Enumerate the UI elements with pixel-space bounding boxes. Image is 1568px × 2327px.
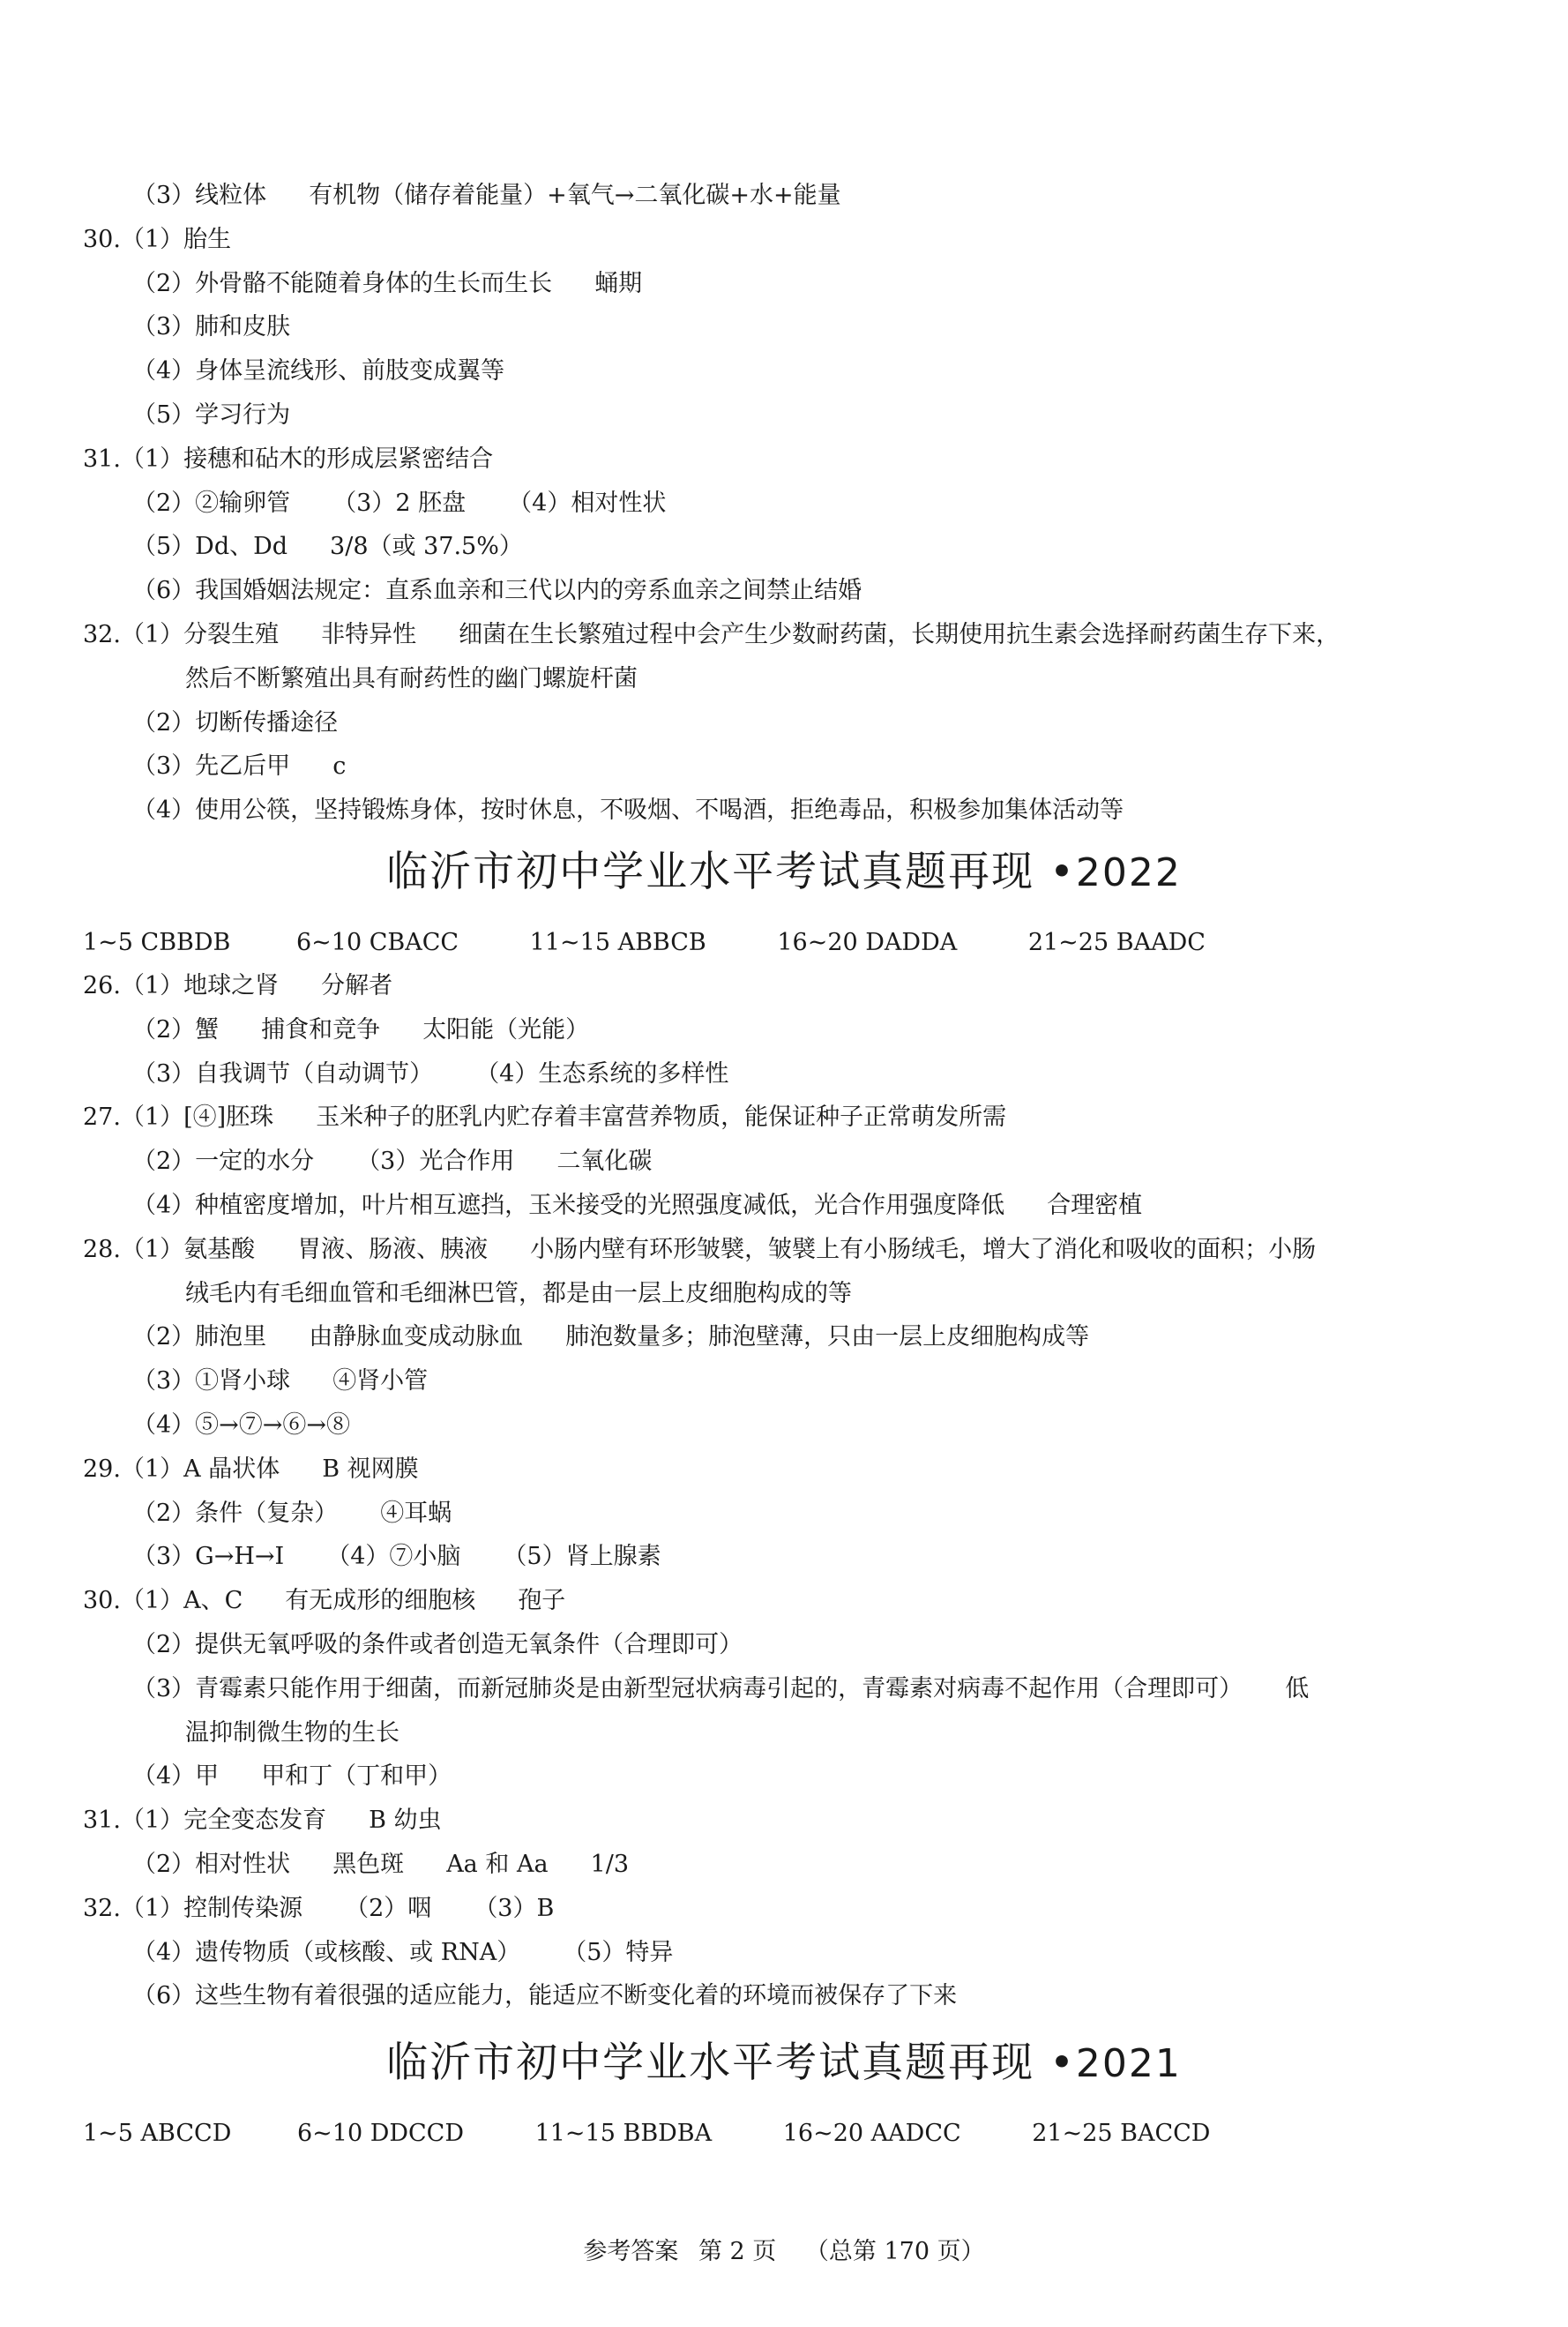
answer-part: 分解者 <box>321 972 393 999</box>
answer-line <box>132 269 643 297</box>
answer-line <box>132 1325 1089 1349</box>
answer-text: （2）条件（复杂） <box>132 1499 339 1527</box>
answer-part: 低 <box>1285 1674 1310 1702</box>
answer-text: 29.（1）A 晶状体 <box>83 1455 280 1483</box>
footer-page-number: 第 2 页 <box>698 2238 777 2265</box>
title-bullet: • <box>1049 2039 1076 2087</box>
answer-text: （4）⑤→⑦→⑥→⑧ <box>132 1411 351 1439</box>
answer-text: （5）Dd、Dd <box>132 533 288 561</box>
title-bullet: • <box>1049 848 1076 896</box>
answer-line <box>132 1984 957 2008</box>
answer-line <box>83 1457 419 1481</box>
mc-group: 1~5 ABCCD <box>83 2120 232 2147</box>
answer-part: 有机物（储存着能量）+氧气→二氧化碳+水+能量 <box>309 182 841 209</box>
answer-part: 非特异性 <box>321 621 417 648</box>
answer-text: （2）外骨骼不能随着身体的生长而生长 <box>132 269 553 297</box>
answer-text: （3）①肾小球 <box>132 1367 291 1395</box>
answer-text: 32.（1）控制传染源 <box>83 1894 303 1922</box>
answer-line <box>132 1501 452 1525</box>
answer-part: B 幼虫 <box>369 1807 442 1835</box>
answer-text: 31.（1）接穗和砧木的形成层紧密结合 <box>83 445 494 473</box>
answer-part: （3）B <box>474 1894 555 1922</box>
mc-answers-2021 <box>83 2121 1210 2145</box>
answer-line <box>132 403 290 427</box>
mc-group: 11~15 ABBCB <box>529 929 706 956</box>
answer-part: c <box>332 752 347 781</box>
answer-line <box>132 797 1124 825</box>
answer-text: （3）肺和皮肤 <box>132 313 291 341</box>
answer-part: 合理密植 <box>1047 1192 1143 1219</box>
answer-part: 小肠内壁有环形皱襞，皱襞上有小肠绒毛，增大了消化和吸收的面积；小肠 <box>530 1235 1317 1263</box>
answer-text: 32.（1）分裂生殖 <box>83 621 280 648</box>
answer-line <box>83 623 1340 647</box>
answer-part: ④肾小管 <box>332 1367 429 1395</box>
answer-line <box>185 1279 852 1307</box>
answer-line <box>132 1633 743 1657</box>
answer-line <box>83 974 392 998</box>
answer-text: 30.（1）A、C <box>83 1587 243 1615</box>
mc-group: 6~10 DDCCD <box>296 2120 464 2147</box>
answer-line <box>132 1938 674 1966</box>
mc-group: 16~20 AADCC <box>782 2120 961 2147</box>
answer-line <box>83 447 493 471</box>
answer-part: ④耳蜗 <box>380 1499 452 1527</box>
answer-part: （2）咽 <box>345 1894 432 1922</box>
answer-line <box>132 1148 653 1176</box>
answer-line <box>132 1369 428 1393</box>
answer-part: B 视网膜 <box>322 1455 419 1483</box>
answer-text: （2）提供无氧呼吸的条件或者创造无氧条件（合理即可） <box>132 1631 743 1658</box>
answer-part: （4）⑦小脑 <box>326 1543 461 1571</box>
answer-part: （4）生态系统的多样性 <box>475 1059 729 1088</box>
answer-text: （2）切断传播途径 <box>132 708 339 737</box>
answer-part: Aa 和 Aa <box>446 1851 549 1878</box>
answer-text: （5）学习行为 <box>132 401 291 429</box>
answer-line <box>185 1718 399 1747</box>
answer-part: 由静脉血变成动脉血 <box>309 1323 524 1351</box>
answer-line <box>83 1104 1007 1132</box>
answer-line <box>132 533 523 561</box>
section-title: 临沂市初中学业水平考试真题再现 <box>386 848 1035 896</box>
answer-part: （3）2 胚盘 <box>332 489 467 517</box>
section-year: 2021 <box>1075 2041 1182 2086</box>
answer-line <box>132 1852 629 1876</box>
mc-group: 6~10 CBACC <box>296 929 459 956</box>
answer-text: 27.（1）[④]胚珠 <box>83 1104 274 1132</box>
answer-text: （3）线粒体 <box>132 182 267 209</box>
answer-part: （5）特异 <box>563 1938 674 1966</box>
answer-line <box>132 315 290 339</box>
answer-line <box>185 664 638 692</box>
answer-text: （4）遗传物质（或核酸、或 RNA） <box>132 1938 521 1966</box>
answer-part: （4）相对性状 <box>508 489 667 517</box>
answer-part: 胃液、肠液、胰液 <box>297 1235 489 1263</box>
answer-part: 有无成形的细胞核 <box>285 1587 476 1615</box>
answer-text: （3）自我调节（自动调节） <box>132 1059 434 1088</box>
answer-text: 绒毛内有毛细血管和毛细淋巴管，都是由一层上皮细胞构成的等 <box>185 1279 852 1307</box>
answer-text: 30.（1）胎生 <box>83 225 232 253</box>
answer-part: （3）光合作用 <box>356 1148 515 1176</box>
answer-text: （3）G→H→I <box>132 1543 285 1571</box>
answer-text: 31.（1）完全变态发育 <box>83 1807 327 1835</box>
answer-text: （2）②输卵管 <box>132 489 291 517</box>
answer-line <box>132 491 666 515</box>
answer-line <box>132 752 347 781</box>
answer-line <box>132 1762 452 1791</box>
answer-part: 甲和丁（丁和甲） <box>261 1762 452 1791</box>
mc-answers-2022 <box>83 931 1206 954</box>
answer-text: （4）身体呈流线形、前肢变成翼等 <box>132 357 505 385</box>
answer-line <box>132 1015 590 1044</box>
answer-text: （4）使用公筷，坚持锻炼身体，按时休息，不吸烟、不喝酒，拒绝毒品，积极参加集体活动等 <box>132 797 1124 825</box>
answer-line <box>132 1059 729 1088</box>
answer-text: 然后不断繁殖出具有耐药性的幽门螺旋杆菌 <box>185 664 638 692</box>
footer-label: 参考答案 <box>583 2238 679 2265</box>
answer-line <box>83 1587 566 1615</box>
answer-part: 3/8（或 37.5%） <box>330 533 523 561</box>
section-heading-2021 <box>0 2039 1568 2087</box>
answer-part: 捕食和竞争 <box>261 1015 381 1044</box>
answer-line <box>83 1894 555 1922</box>
answer-line <box>83 1807 442 1835</box>
answer-line <box>132 1543 661 1571</box>
answer-part: 1/3 <box>590 1851 629 1878</box>
answer-text: 28.（1）氨基酸 <box>83 1235 256 1263</box>
answer-line <box>132 1674 1310 1702</box>
answer-line <box>132 577 862 605</box>
answer-line <box>83 1235 1317 1263</box>
answer-line <box>132 359 504 383</box>
answer-text: （4）甲 <box>132 1762 220 1791</box>
answer-text: （2）相对性状 <box>132 1851 291 1878</box>
answer-part: 孢子 <box>518 1587 566 1615</box>
answer-text: （2）肺泡里 <box>132 1323 267 1351</box>
answer-text: （3）先乙后甲 <box>132 752 291 781</box>
answer-line <box>83 225 232 253</box>
answer-text: （2）一定的水分 <box>132 1148 315 1176</box>
answer-part: （5）肾上腺素 <box>503 1543 661 1571</box>
answer-part: 二氧化碳 <box>556 1148 653 1176</box>
mc-group: 11~15 BBDBA <box>534 2120 713 2147</box>
section-year: 2022 <box>1075 850 1182 895</box>
answer-text: （6）这些生物有着很强的适应能力，能适应不断变化着的环境而被保存了下来 <box>132 1982 958 2010</box>
answer-line <box>132 1413 350 1437</box>
answer-text: （4）种植密度增加，叶片相互遮挡，玉米接受的光照强度减低，光合作用强度降低 <box>132 1192 1005 1219</box>
answer-part: 肺泡数量多；肺泡壁薄，只由一层上皮细胞构成等 <box>565 1323 1090 1351</box>
answer-text: 温抑制微生物的生长 <box>185 1718 399 1747</box>
answer-text: （6）我国婚姻法规定：直系血亲和三代以内的旁系血亲之间禁止结婚 <box>132 577 862 605</box>
mc-group: 21~25 BACCD <box>1032 2120 1211 2147</box>
section-title: 临沂市初中学业水平考试真题再现 <box>386 2039 1035 2087</box>
mc-group: 16~20 DADDA <box>777 929 958 956</box>
section-heading-2022 <box>0 848 1568 896</box>
answer-text: （2）蟹 <box>132 1015 220 1044</box>
answer-text: （3）青霉素只能作用于细菌，而新冠肺炎是由新型冠状病毒引起的，青霉素对病毒不起作用（合理即可） <box>132 1674 1243 1702</box>
mc-group: 1~5 CBBDB <box>83 929 231 956</box>
answer-line <box>132 1193 1142 1217</box>
page-footer <box>0 2232 1568 2266</box>
answer-text: 26.（1）地球之肾 <box>83 972 280 999</box>
answer-part: 细菌在生长繁殖过程中会产生少数耐药菌，长期使用抗生素会选择耐药菌生存下来， <box>459 621 1340 648</box>
answer-part: 太阳能（光能） <box>422 1015 590 1044</box>
mc-group: 21~25 BAADC <box>1027 929 1206 956</box>
footer-total-pages: （总第 170 页） <box>804 2238 985 2265</box>
answer-line <box>132 708 339 737</box>
answer-part: 蛹期 <box>594 269 643 297</box>
answer-line <box>132 183 841 207</box>
answer-part: 黑色斑 <box>332 1851 405 1878</box>
answer-part: 玉米种子的胚乳内贮存着丰富营养物质，能保证种子正常萌发所需 <box>316 1104 1007 1132</box>
